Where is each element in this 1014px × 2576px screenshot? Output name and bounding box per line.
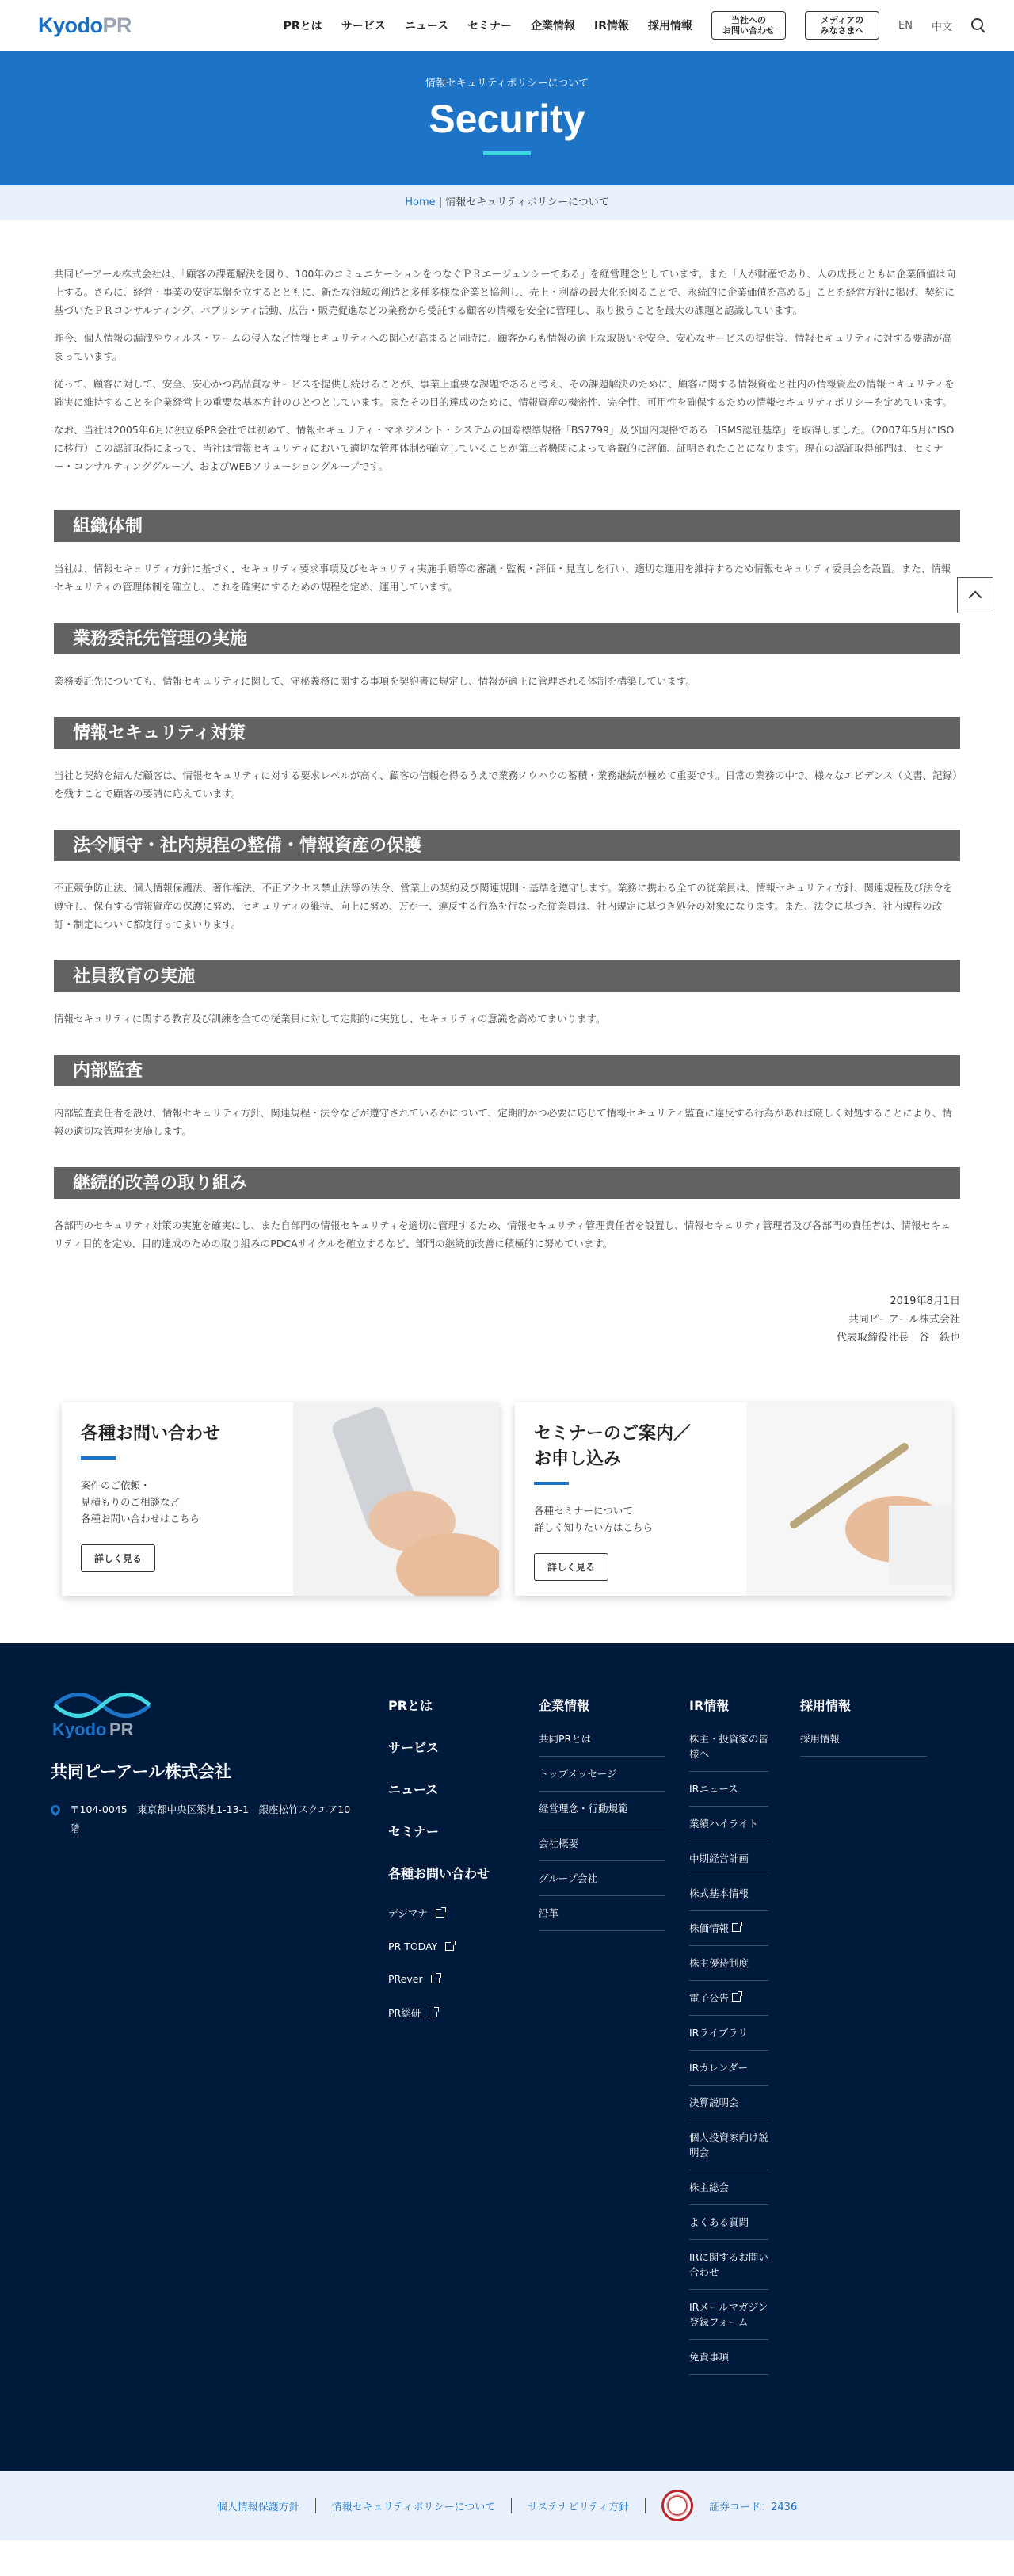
- back-to-top-button[interactable]: [957, 577, 993, 613]
- footer-ext-link[interactable]: PR総研: [388, 2005, 490, 2020]
- card-title: セミナーのご案内／: [534, 1424, 692, 1444]
- footer-link[interactable]: よくある質問: [689, 2215, 768, 2240]
- footer-col-main: [388, 1696, 490, 2040]
- footer-ext-link[interactable]: PRever: [388, 1973, 490, 1985]
- footer-link[interactable]: IRライブラリ: [689, 2025, 768, 2051]
- section-heading: 継続的改善の取り組み: [54, 1167, 960, 1199]
- certification-seal-icon: [661, 2490, 693, 2521]
- media-button[interactable]: メディアの みなさまへ: [805, 11, 879, 40]
- footer-col-title[interactable]: IR情報: [689, 1698, 730, 1713]
- contact-card[interactable]: [62, 1402, 499, 1596]
- card-title: 各種お問い合わせ: [81, 1424, 221, 1444]
- section-heading: 法令順守・社内規程の整備・情報資産の保護: [54, 830, 960, 861]
- nav-item-service[interactable]: サービス: [341, 20, 386, 32]
- footer-link[interactable]: 決算説明会: [689, 2095, 768, 2120]
- breadcrumb-current: 情報セキュリティポリシーについて: [445, 197, 609, 208]
- footer-link[interactable]: 各種お問い合わせ: [388, 1866, 490, 1881]
- nav-item-news[interactable]: ニュース: [404, 20, 449, 32]
- seminar-card[interactable]: [515, 1402, 952, 1596]
- section-heading: 情報セキュリティ対策: [54, 717, 960, 749]
- breadcrumb-home[interactable]: Home: [405, 197, 436, 208]
- footer-col-recruit: [800, 1696, 927, 1766]
- external-link-icon: [445, 1942, 454, 1951]
- card-text: 案件のご依頼・: [81, 1479, 151, 1491]
- nav-item-seminar[interactable]: セミナー: [467, 20, 513, 32]
- svg-text:PR: PR: [109, 1719, 134, 1738]
- divider: [645, 2498, 646, 2513]
- card-title: お申し込み: [534, 1449, 622, 1469]
- card-underline: [81, 1456, 116, 1460]
- page-subtitle: 情報セキュリティポリシーについて: [425, 78, 589, 90]
- footer-link[interactable]: グループ会社: [539, 1871, 665, 1896]
- footer-link[interactable]: 株価情報: [689, 1921, 768, 1946]
- lang-zh-link[interactable]: 中文: [931, 21, 952, 33]
- section-heading: 組織体制: [54, 510, 960, 542]
- section-body: 内部監査責任者を設け、情報セキュリティ方針、関連規程・法令などが遵守されているかについて、定期的かつ必要に応じて情報セキュリティ監査に違反する行為があれば厳しく対処することにより、情報の適切な管理を実施します。: [54, 1107, 953, 1137]
- footer-address: [51, 1800, 352, 1838]
- external-link-icon: [732, 1993, 741, 2002]
- section-body: 業務委託先についても、情報セキュリティに関して、守秘義務に関する事項を契約書に規定し、情報が適正に管理される体制を構築しています。: [54, 675, 696, 687]
- footer-link[interactable]: IRカレンダー: [689, 2060, 768, 2086]
- site-logo[interactable]: KyodoPR: [38, 13, 132, 37]
- footer-company-name: 共同ピーアール株式会社: [51, 1762, 232, 1781]
- section-heading: 業務委託先管理の実施: [54, 623, 960, 654]
- footer-link[interactable]: サービス: [388, 1740, 440, 1755]
- intro-paragraph: 従って、顧客に対して、安全、安心かつ高品質なサービスを提供し続けることが、事業上重要な課題であると考え、その課題解決のために、顧客に関する情報資産と社内の情報資産の情報セキュリティを確実に維持することを企業経営上の重要な基本方針のひとつとしています。またその目的達成のために、情報資産の機密性、完全性、可用性を確保するための情報セキュリティポリシーを定めています。: [54, 378, 955, 408]
- footer-link[interactable]: 個人投資家向け説明会: [689, 2130, 768, 2170]
- section-body: 当社と契約を結んだ顧客は、情報セキュリティに対する要求レベルが高く、顧客の信頼を得るうえで業務ノウハウの蓄積・業務継続が極めて重要です。日常の業務の中で、様々なエビデンス（文書、記録）を残すことで顧客の要請に応えています。: [54, 769, 958, 800]
- footer-col-company: [539, 1696, 665, 1941]
- map-pin-icon: [49, 1803, 63, 1817]
- footer-link[interactable]: セミナー: [388, 1824, 440, 1839]
- site-footer: [0, 1643, 1014, 2471]
- footer-link[interactable]: 共同PRとは: [539, 1731, 665, 1757]
- divider: [315, 2498, 316, 2513]
- section-heading: 内部監査: [54, 1055, 960, 1086]
- footer-link[interactable]: 株主・投資家の皆様へ: [689, 1731, 768, 1772]
- signature-company: 共同ピーアール株式会社: [848, 1314, 960, 1326]
- seminar-more-button[interactable]: 詳しく見る: [534, 1553, 608, 1581]
- page-hero: [0, 51, 1014, 185]
- footer-bottom-bar: [0, 2471, 1014, 2540]
- security-policy-link[interactable]: 情報セキュリティポリシーについて: [331, 2501, 496, 2513]
- sustainability-link[interactable]: サステナビリティ方針: [528, 2501, 630, 2513]
- intro-paragraph: なお、当社は2005年6月に独立系PR会社では初めて、情報セキュリティ・マネジメント・システムの国際標準規格「BS7799」及び国内規格である「ISMS認証基準」を取得しました。（2007年5月にISOに移行）この認証取得によって、当社は情報セキュリティにおいて適切な管理体制が確立していることが第三者機関によって客観的に評価、証明されたことになります。現在の認証取得部門は、セミナー・コンサルティンググループ、およびWEBソリューショングループです。: [54, 424, 955, 472]
- nav-item-ir[interactable]: IR情報: [594, 20, 630, 32]
- footer-ext-link[interactable]: デジマナ: [388, 1906, 490, 1920]
- section-body: 当社は、情報セキュリティ方針に基づく、セキュリティ要求事項及びセキュリティ実施手順等の審議・監視・評価・見直しを行い、適切な運用を維持するため情報セキュリティ委員会を設置。また、情報セキュリティの管理体制を確立し、これを確実にするための規程を定め、運用しています。: [54, 563, 951, 593]
- signature: [54, 1292, 960, 1347]
- section-body: 不正競争防止法、個人情報保護法、著作権法、不正アクセス禁止法等の法令、営業上の契約及び関連規則・基準を遵守します。業務に携わる全ての従業員は、情報セキュリティ方針、関連規程及び法令を遵守し、保有する情報資産の保護に努め、セキュリティの維持、向上に努め、万が一、違反する行為を行なった従業員は、社内規定に基づき処分の対象になります。また、法令に基づき、社内規程の改訂・制定について都度行ってまいります。: [54, 882, 953, 930]
- intro-paragraph: 昨今、個人情報の漏洩やウィルス・ワームの侵入など情報セキュリティへの関心が高まると同時に、顧客からも情報の適正な取扱いや安全、安心なサービスの提供等、情報セキュリティに対する要請が高まっています。: [54, 332, 952, 362]
- pen-hand-illustration: [746, 1402, 952, 1596]
- footer-link[interactable]: IRメールマガジン登録フォーム: [689, 2299, 768, 2340]
- privacy-policy-link[interactable]: 個人情報保護方針: [216, 2501, 299, 2513]
- nav-item-company[interactable]: 企業情報: [531, 20, 576, 32]
- card-text: 見積もりのご相談など: [81, 1496, 181, 1508]
- footer-ext-link[interactable]: PR TODAY: [388, 1941, 490, 1952]
- footer-link[interactable]: トップメッセージ: [539, 1766, 665, 1792]
- external-link-icon: [431, 1975, 440, 1983]
- nav-item-pr[interactable]: PRとは: [283, 20, 322, 32]
- card-text: 詳しく知りたい方はこちら: [534, 1521, 654, 1533]
- title-underline: [483, 151, 531, 155]
- card-underline: [534, 1482, 569, 1485]
- site-header: [0, 0, 1014, 51]
- section-heading: 社員教育の実施: [54, 960, 960, 992]
- phone-hand-illustration: [293, 1402, 499, 1596]
- footer-col-title[interactable]: 採用情報: [800, 1698, 852, 1713]
- footer-link[interactable]: IRニュース: [689, 1781, 768, 1807]
- footer-link[interactable]: 業績ハイライト: [689, 1816, 768, 1841]
- contact-button[interactable]: 当社への お問い合わせ: [711, 11, 786, 40]
- footer-link[interactable]: 株式基本情報: [689, 1886, 768, 1911]
- signature-date: 2019年8月1日: [890, 1296, 960, 1307]
- chevron-up-icon: [969, 591, 982, 605]
- footer-link[interactable]: 沿革: [539, 1906, 665, 1931]
- footer-link[interactable]: 採用情報: [800, 1731, 927, 1757]
- footer-col-ir: [689, 1696, 768, 2384]
- main-nav: [284, 11, 985, 40]
- svg-text:Kyodo: Kyodo: [52, 1719, 107, 1738]
- section-body: 各部門のセキュリティ対策の実施を確実にし、また自部門の情報セキュリティを適切に管理するため、情報セキュリティ管理責任者を設置し、情報セキュリティ管理者及び各部門の責任者は、情報セキュリティ目的を定め、目的達成のための取り組みのPDCAサイクルを確立するなど、部門の継続的改善に積極的に努めています。: [54, 1219, 951, 1250]
- contact-more-button[interactable]: 詳しく見る: [81, 1544, 155, 1572]
- external-link-icon: [436, 1909, 444, 1918]
- page-title: Security: [429, 97, 585, 141]
- footer-link[interactable]: IRに関するお問い合わせ: [689, 2250, 768, 2290]
- footer-link[interactable]: 経営理念・行動規範: [539, 1801, 665, 1826]
- external-link-icon: [732, 1923, 741, 1932]
- footer-link[interactable]: 免責事項: [689, 2349, 768, 2375]
- lang-en-link[interactable]: EN: [898, 19, 913, 32]
- external-link-icon: [429, 2009, 437, 2017]
- signature-person: 代表取締役社長 谷 鉄也: [836, 1332, 960, 1344]
- footer-link[interactable]: PRとは: [388, 1698, 433, 1713]
- footer-link[interactable]: 中期経営計画: [689, 1851, 768, 1876]
- footer-col-title[interactable]: 企業情報: [539, 1698, 590, 1713]
- divider: [511, 2498, 512, 2513]
- card-text: 各種お問い合わせはこちら: [81, 1513, 200, 1525]
- footer-link[interactable]: 株主優待制度: [689, 1956, 768, 1981]
- address-text: 〒104-0045 東京都中央区築地1-13-1 銀座松竹スクエア10階: [70, 1803, 351, 1834]
- search-icon[interactable]: [971, 18, 985, 32]
- main-content: [54, 220, 960, 1347]
- footer-link[interactable]: 会社概要: [539, 1836, 665, 1861]
- section-body: 情報セキュリティに関する教育及び訓練を全ての従業員に対して定期的に実施し、セキュリティの意識を高めてまいります。: [54, 1013, 606, 1025]
- nav-item-recruit[interactable]: 採用情報: [648, 20, 693, 32]
- cta-cards: [62, 1402, 952, 1596]
- breadcrumb: [0, 185, 1014, 220]
- breadcrumb-sep: |: [435, 197, 446, 208]
- footer-link[interactable]: 電子公告: [689, 1990, 768, 2016]
- intro-paragraph: 共同ピーアール株式会社は、「顧客の課題解決を図り、100年のコミュニケーションをつなぐＰＲエージェンシーである」を経営理念としています。また「人が財産であり、人の成長とともに企業価値は向上する。さらに、経営・事業の安定基盤を立するとともに、新たな領域の創造と多種多様な企業と協創し、売上・利益の最大化を図ることで、永続的に企業価値を高める」ことを経営方針に掲げ、契約に基づいたＰＲコンサルティング、パブリシティ活動、広告・販売促進などの業務から受託する顧客の情報を安全に管理し、取り扱うことを最大の課題と認識しています。: [54, 268, 956, 316]
- card-text: 各種セミナーについて: [534, 1505, 633, 1517]
- stock-code: 証券コード：2436: [709, 2501, 798, 2513]
- footer-logo[interactable]: [51, 1691, 154, 1738]
- footer-link[interactable]: ニュース: [388, 1782, 439, 1797]
- footer-link[interactable]: 株主総会: [689, 2180, 768, 2205]
